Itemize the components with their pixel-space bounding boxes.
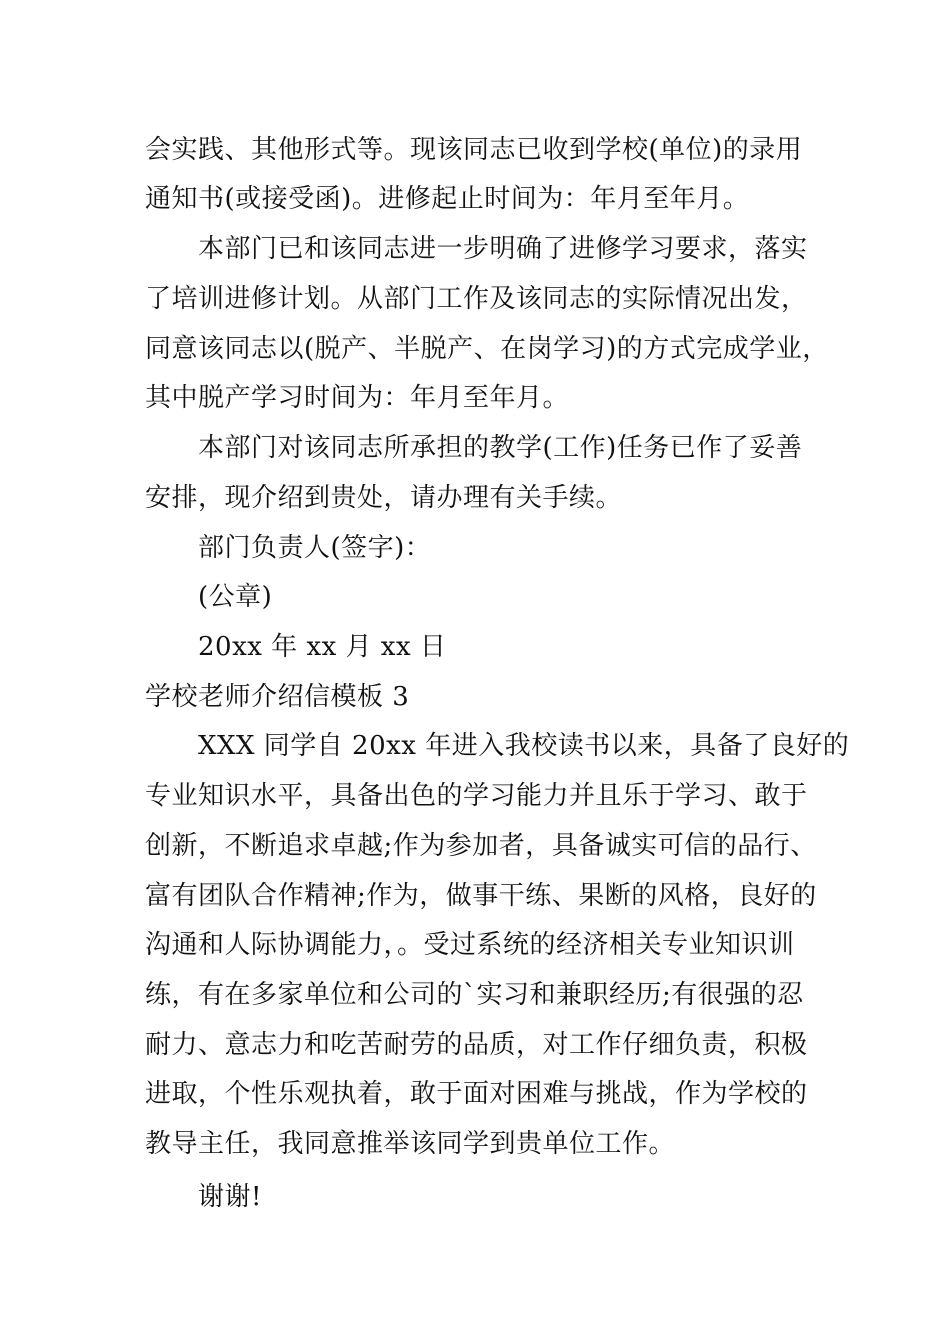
paragraph-line: 耐力、意志力和吃苦耐劳的品质，对工作仔细负责，积极 (145, 1030, 808, 1060)
paragraph-line: 本部门已和该同志进一步明确了进修学习要求，落实 (198, 234, 808, 264)
paragraph-line: 其中脱产学习时间为：年月至年月。 (145, 383, 570, 413)
section-title: 学校老师介绍信模板 3 (145, 682, 410, 712)
paragraph-line: 创新，不断追求卓越;作为参加者，具备诚实可信的品行、 (145, 831, 817, 861)
paragraph-line: 沟通和人际协调能力，。受过系统的经济相关专业知识训 (145, 930, 795, 960)
paragraph-line: XXX 同学自 20xx 年进入我校读书以来，具备了良好的 (198, 731, 850, 761)
paragraph-line: 练，有在多家单位和公司的`实习和兼职经历;有很强的忍 (145, 980, 804, 1010)
paragraph-line: 会实践、其他形式等。现该同志已收到学校(单位)的录用 (145, 135, 803, 165)
date-line: 20xx 年 xx 月 xx 日 (198, 632, 447, 662)
paragraph-line: 通知书(或接受函)。进修起止时间为：年月至年月。 (145, 184, 750, 214)
paragraph-line: 同意该同志以(脱产、半脱产、在岗学习)的方式完成学业， (145, 334, 829, 364)
paragraph-line: 教导主任，我同意推举该同学到贵单位工作。 (145, 1129, 676, 1159)
paragraph-line: 本部门对该同志所承担的教学(工作)任务已作了妥善 (198, 433, 803, 463)
paragraph-line: 安排，现介绍到贵处，请办理有关手续。 (145, 483, 623, 513)
closing-line: 谢谢! (198, 1182, 262, 1212)
paragraph-line: 专业知识水平，具备出色的学习能力并且乐于学习、敢于 (145, 781, 808, 811)
paragraph-line: 了培训进修计划。从部门工作及该同志的实际情况出发， (145, 284, 808, 314)
paragraph-line: 进取，个性乐观执着，敢于面对困难与挑战，作为学校的 (145, 1079, 808, 1109)
signature-label: 部门负责人(签字)： (198, 533, 432, 563)
paragraph-line: 富有团队合作精神;作为，做事干练、果断的风格，良好的 (145, 881, 817, 911)
seal-label: (公章) (198, 582, 273, 612)
